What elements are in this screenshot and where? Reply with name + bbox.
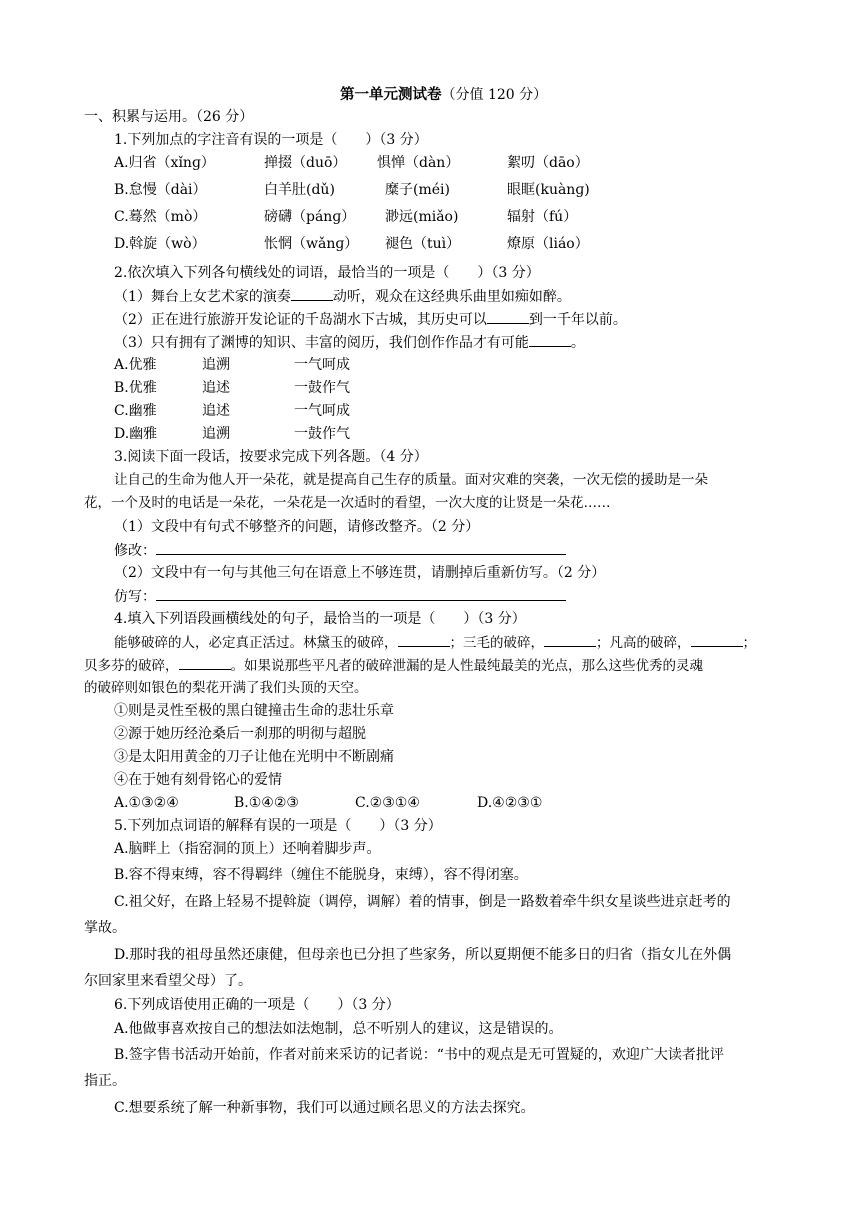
q4-passage-line-3: 的破碎则如银色的梨花开满了我们头顶的天空。 [84, 680, 368, 696]
q2-sentence-3 [114, 333, 585, 352]
q4-p1-d: ； [742, 635, 756, 651]
q3-fix-row [114, 541, 566, 560]
q4-item-3: ③是太阳用黄金的刀子让他在光明中不断剧痛 [114, 749, 394, 765]
q4-p1-a: 能够破碎的人，必定真正活过。林黛玉的破碎， [114, 635, 398, 651]
q1-b-1: B.怠慢（dài） [114, 182, 207, 198]
q6-option-b-line-1: B.签字售书活动开始前，作者对前来采访的记者说：“书中的观点是无可置疑的，欢迎广大读者批评 [114, 1047, 724, 1063]
q2-b-2: 追述 [202, 380, 230, 396]
q1-b-3: 糜子(méi) [385, 182, 450, 198]
q4-p2-b: 。如果说那些平凡者的破碎泄漏的是人性最纯最美的光点，那么这些优秀的灵魂 [230, 658, 703, 674]
q1-b-4: 眼眶(kuànɡ) [507, 182, 590, 198]
q2-s2-text-a: （2）正在进行旅游开发论证的千岛湖水下古城，其历史可以 [114, 312, 487, 328]
q2-s3-text-a: （3）只有拥有了渊博的知识、丰富的阅历，我们创作作品才有可能 [114, 335, 529, 351]
title-bold: 第一单元测试卷 [340, 86, 442, 103]
q3-imitate-answer-line[interactable] [156, 587, 566, 601]
q4-item-2: ②源于她历经沧桑后一刹那的明彻与超脱 [114, 726, 366, 742]
q4-blank-2 [544, 633, 596, 647]
q4-p1-c: ；凡高的破碎， [596, 635, 691, 651]
q2-sentence-2 [114, 310, 627, 329]
q2-d-3: 一鼓作气 [294, 426, 350, 442]
q3-fix-answer-line[interactable] [156, 541, 566, 555]
q4-option-d: D.④②③① [477, 795, 543, 811]
q1-c-3: 渺远(miǎo) [385, 209, 459, 225]
q1-a-1: A.归省（xǐnɡ） [114, 155, 215, 171]
q3-sub-1: （1）文段中有句式不够整齐的问题，请修改整齐。（2 分） [114, 519, 480, 535]
q2-stem: 2.依次填入下列各句横线处的词语，最恰当的一项是（ ）（3 分） [114, 265, 540, 281]
q6-option-a: A.他做事喜欢按自己的想法如法炮制，总不听别人的建议，这是错误的。 [114, 1021, 563, 1037]
q3-passage-line-2: 花，一个及时的电话是一朵花，一朵花是一次适时的看望，一次大度的让贤是一朵花…… [84, 495, 611, 511]
q4-p2-a: 贝多芬的破碎， [84, 658, 179, 674]
q2-b-3: 一鼓作气 [294, 380, 350, 396]
section-heading: 一、积累与运用。（26 分） [84, 109, 254, 125]
q1-d-3: 褪色（tuì） [385, 236, 461, 252]
q2-c-2: 追述 [202, 403, 230, 419]
q2-blank-2 [487, 310, 529, 324]
q4-p1-b: ；三毛的破碎， [449, 635, 544, 651]
q1-c-4: 辐射（fú） [507, 209, 578, 225]
q2-s2-text-b: 到一千年以前。 [528, 312, 627, 328]
q2-a-3: 一气呵成 [294, 357, 350, 373]
q4-blank-4 [179, 656, 231, 670]
q4-option-c: C.②③①④ [355, 795, 420, 811]
q1-c-1: C.蓦然（mò） [114, 209, 207, 225]
q4-blank-1 [398, 633, 450, 647]
q5-option-c-line-1: C.祖父好，在路上轻易不提斡旋（调停，调解）着的情事，倒是一路数着牵牛织女星谈些进京赶考的 [114, 894, 731, 910]
q4-blank-3 [691, 633, 743, 647]
q2-blank-3 [529, 333, 571, 347]
q4-option-a: A.①③②④ [114, 795, 179, 811]
page-title [340, 86, 547, 104]
q1-a-3: 惧惮（dàn） [377, 155, 460, 171]
q1-d-2: 怅惘（wǎnɡ） [264, 236, 359, 252]
q4-item-4: ④在于她有刻骨铭心的爱情 [114, 772, 282, 788]
q1-d-1: D.斡旋（wò） [114, 236, 206, 252]
q5-stem: 5.下列加点词语的解释有误的一项是（ ）（3 分） [114, 818, 442, 834]
q2-b-1: B.优雅 [114, 380, 157, 396]
q6-option-c: C.想要系统了解一种新事物，我们可以通过顾名思义的方法去探究。 [114, 1100, 535, 1116]
q5-option-d-line-1: D.那时我的祖母虽然还康健，但母亲也已分担了些家务，所以夏期便不能多日的归省（指女儿在外偶 [114, 947, 732, 963]
q4-passage-line-2 [84, 656, 703, 675]
q3-stem: 3.阅读下面一段话，按要求完成下列各题。（4 分） [114, 449, 428, 465]
q3-passage-line-1: 让自己的生命为他人开一朵花，就是提高自己生存的质量。面对灾难的突袭，一次无偿的援助是一朵 [114, 472, 708, 488]
q4-passage-line-1 [114, 633, 756, 652]
q2-a-1: A.优雅 [114, 357, 157, 373]
q1-b-2: 白羊肚(dǔ) [264, 182, 335, 198]
q4-option-b: B.①④②③ [234, 795, 299, 811]
q4-item-1: ①则是灵性至极的黑白键撞击生命的悲壮乐章 [114, 703, 394, 719]
q1-a-2: 掸掇（duō） [264, 155, 347, 171]
q1-stem: 1.下列加点的字注音有误的一项是（ ）（3 分） [114, 132, 428, 148]
q5-option-a: A.脑畔上（指窑洞的顶上）还响着脚步声。 [114, 841, 381, 857]
q2-blank-1 [291, 287, 333, 301]
q6-option-b-line-2: 指正。 [84, 1073, 126, 1089]
q2-s1-text-a: （1）舞台上女艺术家的演奏 [114, 289, 291, 305]
q2-d-1: D.幽雅 [114, 426, 158, 442]
q2-d-2: 追溯 [202, 426, 230, 442]
title-score: （分值 120 分） [441, 87, 548, 103]
q3-imitate-row [114, 587, 566, 606]
q6-stem: 6.下列成语使用正确的一项是（ ）（3 分） [114, 997, 400, 1013]
q5-option-b: B.容不得束缚，容不得羁绊（缠住不能脱身，束缚），容不得闭塞。 [114, 867, 528, 883]
q3-sub-2: （2）文段中有一句与其他三句在语意上不够连贯，请删掉后重新仿写。（2 分） [114, 565, 606, 581]
q2-c-1: C.幽雅 [114, 403, 157, 419]
q3-fix-label: 修改： [114, 543, 156, 559]
q2-s1-text-b: 动听，观众在这经典乐曲里如痴如醉。 [332, 289, 571, 305]
q2-s3-text-b: 。 [570, 335, 585, 351]
q2-sentence-1 [114, 287, 571, 306]
q5-option-d-line-2: 尔回家里来看望父母）了。 [84, 973, 252, 989]
q4-stem: 4.填入下列语段画横线处的句子，最恰当的一项是（ ）（3 分） [114, 611, 526, 627]
q1-a-4: 絮叨（dāo） [507, 155, 589, 171]
q3-imitate-label: 仿写： [114, 589, 156, 605]
q2-a-2: 追溯 [202, 357, 230, 373]
q2-c-3: 一气呵成 [294, 403, 350, 419]
q5-option-c-line-2: 掌故。 [84, 920, 126, 936]
q1-d-4: 燎原（liáo） [507, 236, 589, 252]
q1-c-2: 磅礴（pánɡ） [264, 209, 356, 225]
